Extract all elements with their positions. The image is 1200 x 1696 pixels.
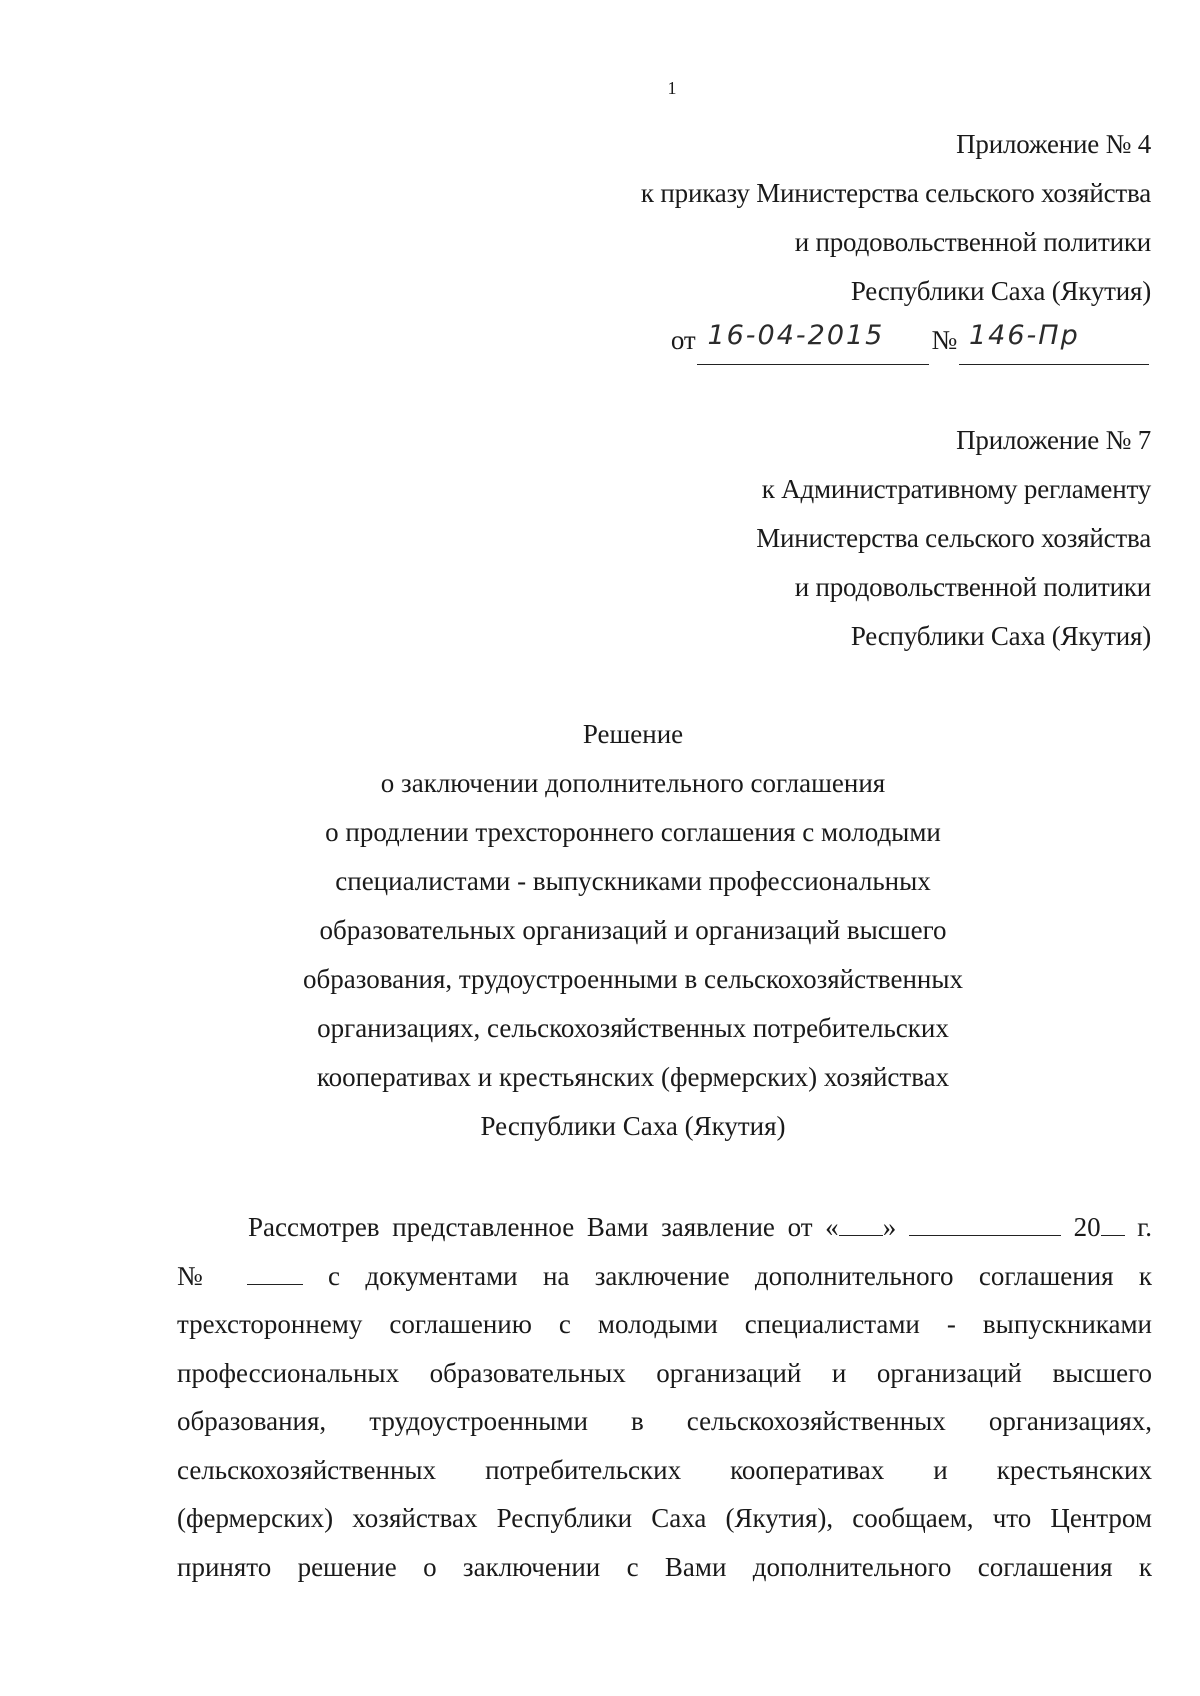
title-line-8: кооперативах и крестьянских (фермерских) хозяйствах (316, 1062, 950, 1092)
application-number-blank (247, 1262, 303, 1285)
from-label: от (670, 325, 696, 355)
title-line-5: образовательных организаций и организаций высшего (319, 915, 947, 945)
title-line-7: организациях, сельскохозяйственных потребительских (317, 1013, 949, 1043)
body-line-1-text: Рассмотрев представленное Вами заявление от « (248, 1212, 839, 1242)
body-line-8: принято решение о заключении с Вами дополнительного соглашения к (177, 1551, 1152, 1582)
title-line-1: Решение (582, 719, 684, 749)
order-date-number-line (641, 316, 1151, 365)
title-line-3: о продлении трехстороннего соглашения с молодыми (325, 817, 941, 847)
order-number-field (959, 320, 1149, 365)
body-paragraph (177, 1203, 1152, 1591)
annex-4-title: Приложение № 4 (956, 129, 1151, 159)
title-line-4: специалистами - выпускниками профессиональных (335, 866, 931, 896)
annex-7-header (756, 416, 1151, 661)
annex-7-title: Приложение № 7 (956, 425, 1151, 455)
title-line-6: образования, трудоустроенными в сельскохозяйственных (303, 964, 963, 994)
title-line-9: Республики Саха (Якутия) (480, 1111, 786, 1141)
body-line-1 (177, 1203, 1152, 1252)
annex-4-order-ref: к приказу Министерства сельского хозяйства (640, 178, 1151, 208)
page-number: 1 (667, 78, 677, 98)
body-line-5: образования, трудоустроенными в сельскохозяйственных организациях, (177, 1406, 1152, 1436)
body-line-6: сельскохозяйственных потребительских кооперативах и крестьянских (177, 1454, 1152, 1485)
year-prefix: 20 (1073, 1212, 1101, 1242)
body-line-2-text: с документами на заключение дополнительного соглашения к (328, 1260, 1153, 1291)
annex-4-republic-line: Республики Саха (Якутия) (850, 276, 1151, 306)
number-sign: № (177, 1260, 222, 1291)
body-line-4: профессиональных образовательных организаций и организаций высшего (177, 1357, 1152, 1388)
annex-7-republic-line: Республики Саха (Якутия) (850, 621, 1151, 651)
title-line-2: о заключении дополнительного соглашения (380, 768, 886, 798)
handwritten-number: 146-Пр (969, 320, 1080, 351)
day-blank (839, 1213, 883, 1236)
annex-4-ministry-line: и продовольственной политики (794, 227, 1151, 257)
annex-7-policy-line: и продовольственной политики (794, 572, 1151, 602)
quote-close: » (882, 1212, 897, 1242)
month-blank (909, 1213, 1061, 1236)
handwritten-date: 16-04-2015 (707, 320, 885, 351)
annex-7-ministry-line: Министерства сельского хозяйства (756, 523, 1151, 553)
order-date-field (697, 320, 929, 365)
body-line-2 (177, 1252, 1152, 1301)
body-line-3: трехстороннему соглашению с молодыми специалистами - выпускниками (177, 1309, 1152, 1339)
number-label: № (931, 325, 957, 355)
document-title (0, 710, 1200, 1151)
annex-7-regulation-ref: к Административному регламенту (761, 474, 1151, 504)
body-line-7: (фермерских) хозяйствах Республики Саха (Якутия), сообщаем, что Центром (177, 1503, 1152, 1533)
year-blank (1101, 1213, 1125, 1236)
annex-4-header (641, 120, 1151, 365)
year-suffix: г. (1137, 1212, 1153, 1242)
